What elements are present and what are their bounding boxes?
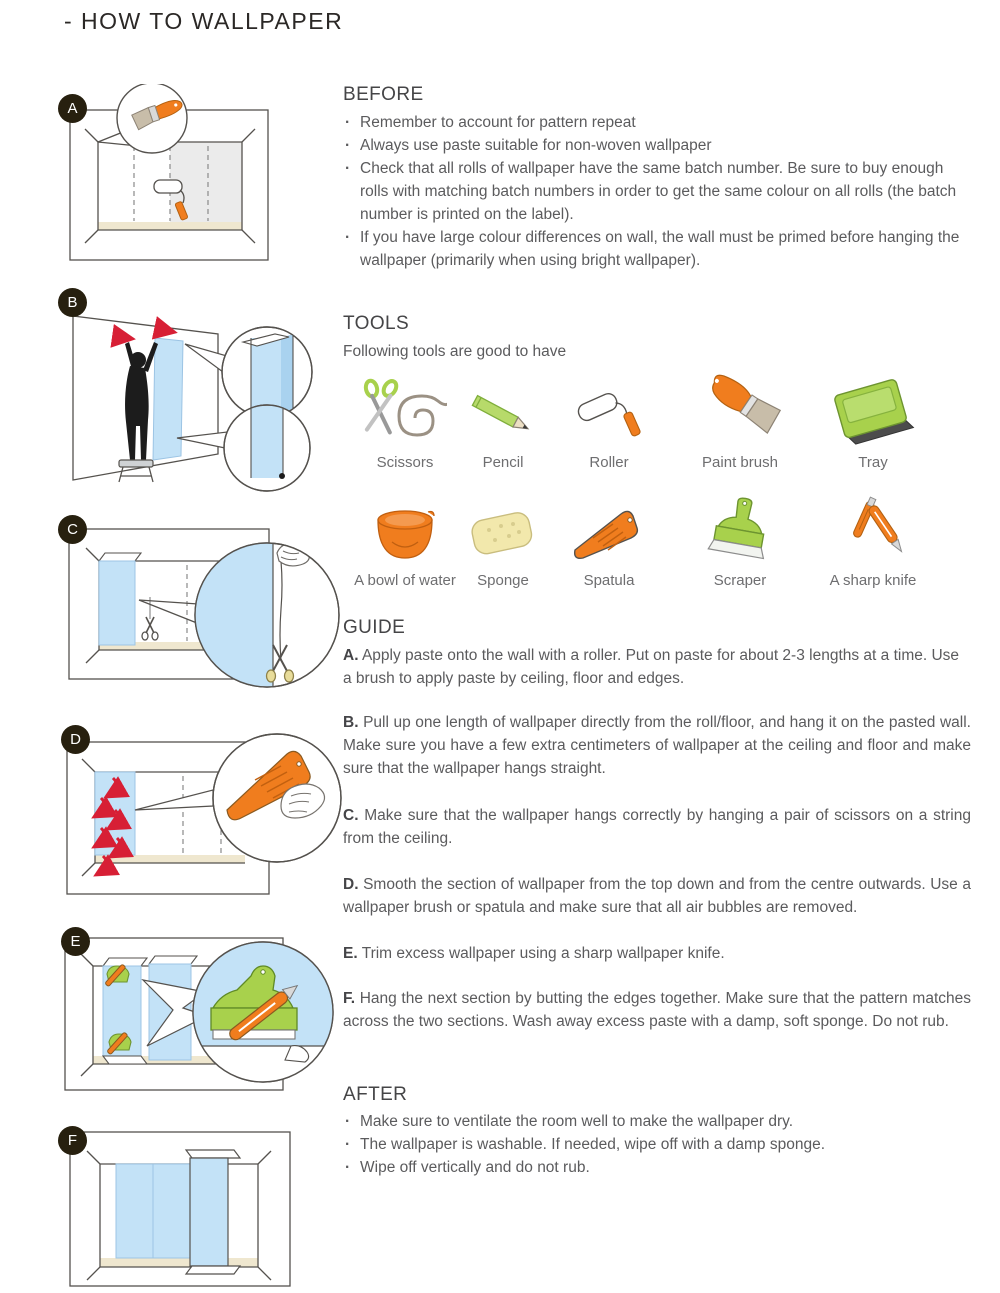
after-list [343,1110,971,1179]
step-letter: D. [343,876,359,893]
figure-e-illustration [55,918,355,1104]
figure-d-badge: D [61,725,90,754]
tool-label: Sponge [477,572,529,589]
before-bullet: · If you have large colour differences on wall, the wall must be primed before hanging the wallpaper (primarily when using bright wallpaper). [343,226,971,272]
guide-heading: GUIDE [343,617,406,638]
step-letter: B. [343,714,359,731]
figure-e-badge: E [61,927,90,956]
figure-f-illustration [58,1116,308,1293]
tools-subheading: Following tools are good to have [343,343,567,360]
after-bullet: · Make sure to ventilate the room well to make the wallpaper dry. [343,1110,971,1133]
guide-step-b: B. Pull up one length of wallpaper directly from the roll/floor, and hang it on the pasted wall. Make sure you have a few extra centimeters of wallpaper at the ceiling and floor and make sure that the wallpaper hangs straight. [343,714,971,777]
guide-step-d: D. Smooth the section of wallpaper from the top down and from the centre outwards. Use a wallpaper brush or spatula and make sure that all air bubbles are removed. [343,876,971,916]
before-list [343,111,971,272]
tool-paint-brush [680,368,800,471]
tool-label: Paint brush [702,454,778,471]
pencil-icon [463,384,543,448]
tool-label: A sharp knife [829,572,917,589]
paint-brush-icon [695,374,785,448]
before-bullet: · Check that all rolls of wallpaper have the same batch number. Be sure to buy enough rolls with matching batch numbers in order to get the same colour on all rolls (the batch number is printed on the label). [343,157,971,226]
figure-a-badge: A [58,94,87,123]
guide-step-e: E. Trim excess wallpaper using a sharp wallpaper knife. [343,945,725,962]
scraper-icon [699,494,781,566]
sharp-knife-icon [831,494,915,566]
tool-label: Pencil [482,454,524,471]
figure-f-finished-wall [58,1116,308,1293]
sponge-icon [461,502,545,566]
tool-label: Scraper [713,572,767,589]
tools-heading: TOOLS [343,313,410,334]
hand-icon [277,543,309,566]
figure-c-badge: C [58,515,87,544]
tool-sharp-knife [813,486,933,589]
guide-step-f: F. Hang the next section by butting the edges together. Make sure that the pattern matches across the two sections. Wash away excess paste with a damp, soft sponge. Do not rub. [343,990,972,1030]
tool-scraper [680,486,800,589]
tool-label: A bowl of water [354,572,456,589]
bowl-of-water-icon [366,498,444,566]
step-letter: F. [343,990,356,1007]
tool-tray [813,368,933,471]
tool-pencil [443,368,563,471]
figure-e-trim-wallpaper [55,918,355,1104]
figure-d-smooth-wallpaper [55,714,360,914]
page-title: - HOW TO WALLPAPER [64,8,344,34]
spatula-icon [567,500,651,566]
tool-label: Spatula [583,572,635,589]
figure-a-apply-paste [58,84,318,270]
guide-step-c: C. Make sure that the wallpaper hangs correctly by hanging a pair of scissors on a string from the ceiling. [343,807,971,847]
step-letter: E. [343,945,358,962]
tool-label: Tray [858,454,888,471]
tool-spatula [549,486,669,589]
hanging-scissors-icon [142,597,158,640]
after-heading: AFTER [343,1084,408,1105]
step-letter: A. [343,647,359,664]
figure-b-hang-wallpaper [55,280,330,492]
before-heading: BEFORE [343,84,424,105]
figure-d-illustration [55,714,360,914]
tool-label: Roller [589,454,629,471]
step-letter: C. [343,807,359,824]
after-bullet: · Wipe off vertically and do not rub. [343,1156,971,1179]
figure-f-badge: F [58,1126,87,1155]
tray-icon [827,372,919,448]
figure-b-badge: B [58,288,87,317]
tool-label: Scissors [376,454,434,471]
guide-step-a: A. Apply paste onto the wall with a roller. Put on paste for about 2-3 lengths at a time. Use a brush to apply paste by ceiling, floor and edges. [343,647,960,687]
roller-icon [569,378,649,448]
before-bullet: · Remember to account for pattern repeat [343,111,971,134]
scissors-icon [363,374,447,448]
before-bullet: · Always use paste suitable for non-woven wallpaper [343,134,971,157]
figure-a-illustration [58,84,318,270]
figure-c-illustration [55,505,355,701]
tool-sponge [443,486,563,589]
tool-roller [549,368,669,471]
figure-c-scissors-plumb [55,505,355,701]
figure-b-illustration [55,280,330,492]
after-bullet: · The wallpaper is washable. If needed, wipe off with a damp sponge. [343,1133,971,1156]
